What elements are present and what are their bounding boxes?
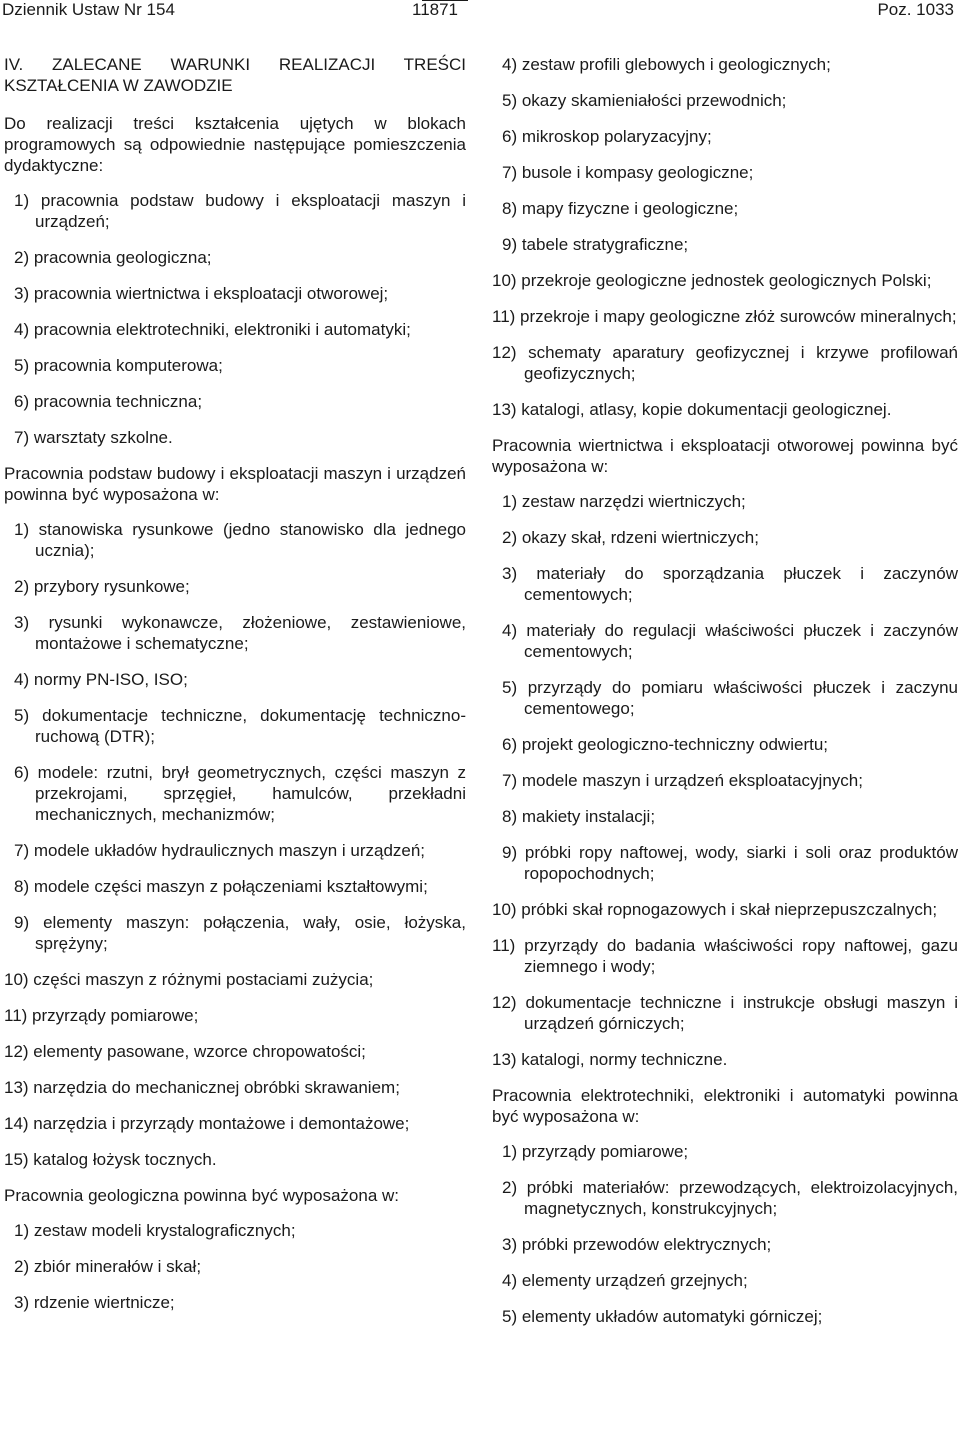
list-item: 11) przekroje i mapy geologiczne złóż surowców mineralnych; — [492, 307, 957, 326]
list-item: 2) okazy skał, rdzeni wiertniczych; — [502, 528, 759, 547]
list-item: 9) tabele stratygraficzne; — [502, 235, 689, 254]
geo-list-continued — [492, 54, 958, 420]
list-item: 5) dokumentacje techniczne, dokumentację techniczno-ruchową (DTR); — [14, 706, 466, 746]
list-item: 4) zestaw profili glebowych i geologicznych; — [502, 55, 831, 74]
section-title: IV. ZALECANE WARUNKI REALIZACJI TREŚCI KSZTAŁCENIA W ZAWODZIE — [4, 55, 466, 95]
list-item: 8) modele części maszyn z połączeniami kształtowymi; — [14, 877, 428, 896]
list-item: 12) elementy pasowane, wzorce chropowatości; — [4, 1042, 366, 1061]
list-item: 4) elementy urządzeń grzejnych; — [502, 1271, 748, 1290]
page-number-text: 11871 — [412, 0, 459, 19]
list-item: 12) schematy aparatury geofizycznej i krzywe profilowań geofizycznych; — [492, 343, 958, 383]
list-item: 6) modele: rzutni, brył geometrycznych, części maszyn z przekrojami, sprzęgieł, hamulców, przekładni mechanicznych, mechanizmów; — [14, 763, 466, 824]
list-item: 1) zestaw modeli krystalograficznych; — [14, 1221, 296, 1240]
list-item: 1) zestaw narzędzi wiertniczych; — [502, 492, 746, 511]
list-item: 13) katalogi, normy techniczne. — [492, 1050, 728, 1069]
list-item: 14) narzędzia i przyrządy montażowe i demontażowe; — [4, 1114, 410, 1133]
list-item: 1) stanowiska rysunkowe (jedno stanowisko dla jednego ucznia); — [14, 520, 466, 560]
list-item: 3) rysunki wykonawcze, złożeniowe, zestawieniowe, montażowe i schematyczne; — [14, 613, 466, 653]
list-item: 4) pracownia elektrotechniki, elektroniki i automatyki; — [14, 320, 411, 339]
list-item: 11) przyrządy do badania właściwości ropy naftowej, gazu ziemnego i wody; — [492, 936, 958, 976]
list-item: 7) modele układów hydraulicznych maszyn i urządzeń; — [14, 841, 426, 860]
list-item: 2) przybory rysunkowe; — [14, 577, 190, 596]
list-item: 6) mikroskop polaryzacyjny; — [502, 127, 712, 146]
left-column — [4, 54, 466, 1328]
list-item: 7) modele maszyn i urządzeń eksploatacyjnych; — [502, 771, 863, 790]
list-item: 10) części maszyn z różnymi postaciami zużycia; — [4, 970, 374, 989]
list-item: 4) materiały do regulacji właściwości płuczek i zaczynów cementowych; — [502, 621, 958, 661]
list-item: 2) próbki materiałów: przewodzących, elektroizolacyjnych, magnetycznych, konstrukcyjnych; — [502, 1178, 958, 1218]
list-item: 5) okazy skamieniałości przewodnich; — [502, 91, 787, 110]
geo-list — [4, 1220, 466, 1313]
geo-intro: Pracownia geologiczna powinna być wyposażona w: — [4, 1186, 400, 1205]
right-column — [492, 54, 958, 1342]
intro-paragraph: Do realizacji treści kształcenia ujętych w blokach programowych są odpowiednie następujące pomieszczenia dydaktyczne: — [4, 114, 466, 175]
list-item: 13) katalogi, atlasy, kopie dokumentacji geologicznej. — [492, 400, 892, 419]
list-item: 6) projekt geologiczno-techniczny odwiertu; — [502, 735, 829, 754]
position-number: Poz. 1033 — [877, 0, 954, 19]
list-item: 8) mapy fizyczne i geologiczne; — [502, 199, 739, 218]
list-item: 3) próbki przewodów elektrycznych; — [502, 1235, 772, 1254]
machines-intro: Pracownia podstaw budowy i eksploatacji maszyn i urządzeń powinna być wyposażona w: — [4, 464, 466, 504]
list-item: 3) materiały do sporządzania płuczek i zaczynów cementowych; — [502, 564, 958, 604]
list-item: 2) zbiór minerałów i skał; — [14, 1257, 202, 1276]
dash-right — [422, 0, 468, 1]
list-item: 2) pracownia geologiczna; — [14, 248, 212, 267]
list-item: 7) busole i kompasy geologiczne; — [502, 163, 754, 182]
list-item: 7) warsztaty szkolne. — [14, 428, 173, 447]
machines-list — [4, 519, 466, 1170]
list-item: 15) katalog łożysk tocznych. — [4, 1150, 217, 1169]
list-item: 5) przyrządy do pomiaru właściwości płuczek i zaczynu cementowego; — [502, 678, 958, 718]
page-header — [0, 0, 960, 22]
list-item: 12) dokumentacje techniczne i instrukcje obsługi maszyn i urządzeń górniczych; — [492, 993, 958, 1033]
list-item: 11) przyrządy pomiarowe; — [4, 1006, 199, 1025]
list-item: 13) narzędzia do mechanicznej obróbki skrawaniem; — [4, 1078, 400, 1097]
list-item: 5) elementy układów automatyki górniczej; — [502, 1307, 823, 1326]
drilling-intro: Pracownia wiertnictwa i eksploatacji otworowej powinna być wyposażona w: — [492, 436, 958, 476]
list-item: 9) elementy maszyn: połączenia, wały, osie, łożyska, sprężyny; — [14, 913, 466, 953]
electro-intro: Pracownia elektrotechniki, elektroniki i automatyki powinna być wyposażona w: — [492, 1086, 958, 1126]
list-item: 10) próbki skał ropnogazowych i skał nieprzepuszczalnych; — [492, 900, 938, 919]
electro-list — [492, 1141, 958, 1327]
list-item: 6) pracownia techniczna; — [14, 392, 203, 411]
drilling-list — [492, 491, 958, 1070]
journal-title: Dziennik Ustaw Nr 154 — [2, 0, 175, 19]
list-item: 3) pracownia wiertnictwa i eksploatacji otworowej; — [14, 284, 389, 303]
list-item: 5) pracownia komputerowa; — [14, 356, 223, 375]
list-item: 1) pracownia podstaw budowy i eksploatacji maszyn i urządzeń; — [14, 191, 466, 231]
list-item: 4) normy PN-ISO, ISO; — [14, 670, 188, 689]
list-item: 3) rdzenie wiertnicze; — [14, 1293, 175, 1312]
list-item: 8) makiety instalacji; — [502, 807, 656, 826]
list-item: 10) przekroje geologiczne jednostek geologicznych Polski; — [492, 271, 932, 290]
list-item: 1) przyrządy pomiarowe; — [502, 1142, 689, 1161]
list-item: 9) próbki ropy naftowej, wody, siarki i soli oraz produktów ropopochodnych; — [502, 843, 958, 883]
rooms-list — [4, 190, 466, 448]
